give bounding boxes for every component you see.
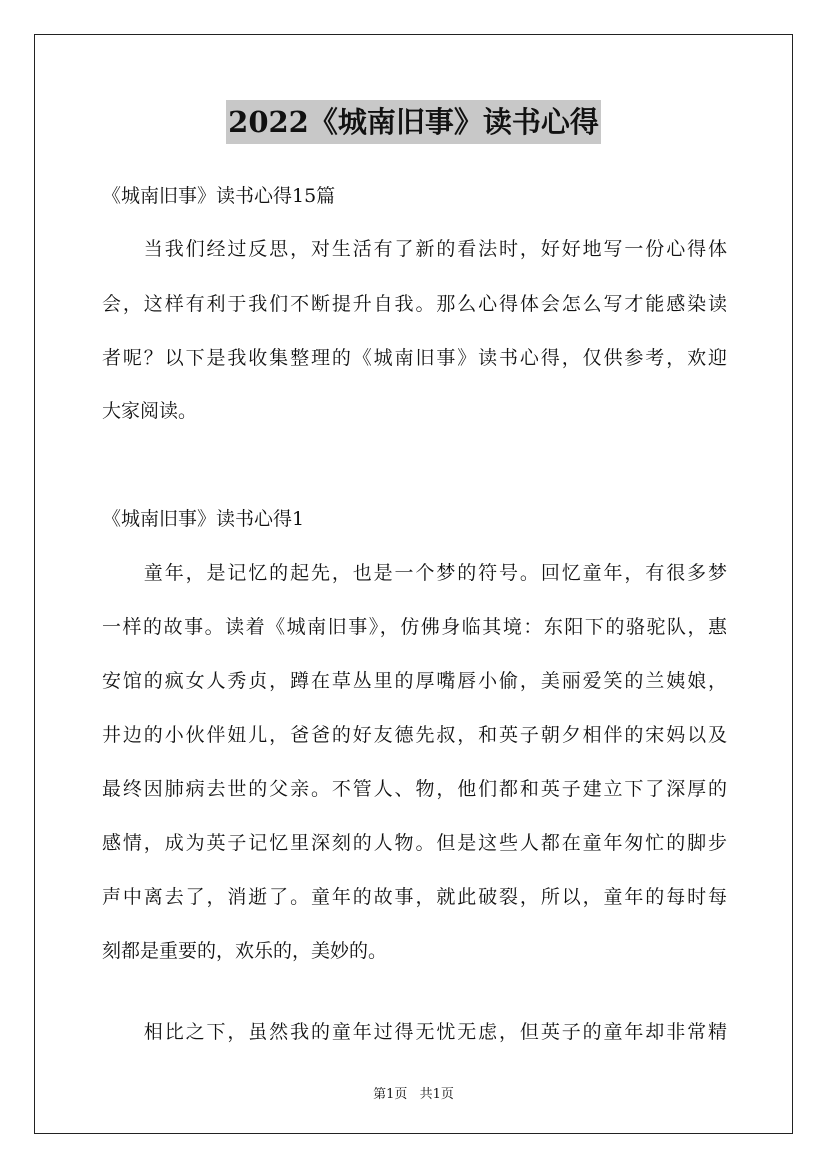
page-total: 共1页 (419, 1087, 454, 1102)
body-line: 一样的故事。读着《城南旧事》，仿佛身临其境：东阳下的骆驼队，惠 (102, 616, 727, 638)
body-line: 感情，成为英子记忆里深刻的人物。但是这些人都在童年匆忙的脚步 (102, 832, 727, 854)
body-line: 井边的小伙伴妞儿，爸爸的好友德先叔，和英子朝夕相伴的宋妈以及 (102, 724, 727, 746)
title-container (0, 100, 827, 144)
intro-line: 者呢？以下是我收集整理的《城南旧事》读书心得，仅供参考，欢迎 (102, 347, 727, 369)
page-number: 第1页 (373, 1087, 408, 1102)
body-line: 童年，是记忆的起先，也是一个梦的符号。回忆童年，有很多梦 (102, 562, 727, 584)
page-footer (0, 1083, 827, 1102)
section-heading: 《城南旧事》读书心得1 (102, 508, 305, 530)
document-title: 2022《城南旧事》读书心得 (226, 100, 601, 144)
subtitle: 《城南旧事》读书心得15篇 (102, 185, 336, 207)
body-line: 相比之下，虽然我的童年过得无忧无虑，但英子的童年却非常精 (102, 1021, 727, 1043)
intro-line: 大家阅读。 (102, 400, 198, 422)
body-line: 刻都是重要的，欢乐的，美妙的。 (102, 940, 388, 962)
body-line: 最终因肺病去世的父亲。不管人、物，他们都和英子建立下了深厚的 (102, 778, 727, 800)
intro-line: 当我们经过反思，对生活有了新的看法时，好好地写一份心得体 (102, 238, 727, 260)
body-line: 声中离去了，消逝了。童年的故事，就此破裂，所以，童年的每时每 (102, 886, 727, 908)
body-line: 安馆的疯女人秀贞，蹲在草丛里的厚嘴唇小偷，美丽爱笑的兰姨娘， (102, 670, 727, 692)
intro-line: 会，这样有利于我们不断提升自我。那么心得体会怎么写才能感染读 (102, 293, 727, 315)
